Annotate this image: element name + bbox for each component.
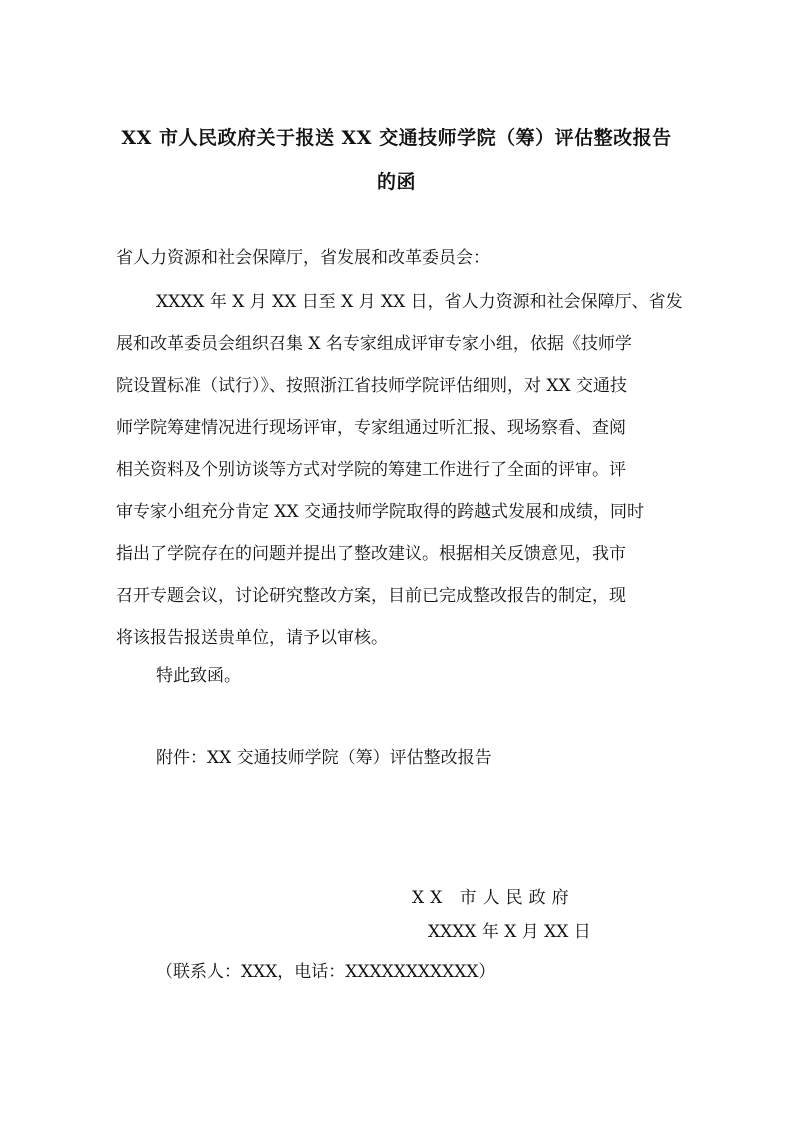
signer-name: XX 市人民政府 xyxy=(412,888,575,908)
recipient-line: 省人力资源和社会保障厅，省发展和改革委员会： xyxy=(116,248,490,268)
body-line-3: 院设置标准（试行）》、按照浙江省技师学院评估细则，对 XX 交通技 xyxy=(116,376,628,396)
document-title xyxy=(100,116,693,204)
document-date: XXXX 年 X 月 XX 日 xyxy=(428,922,591,942)
body-line-4: 师学院筹建情况进行现场评审，专家组通过听汇报、现场察看、查阅 xyxy=(116,418,626,438)
body-line-9: 将该报告报送贵单位，请予以审核。 xyxy=(116,628,388,648)
body-line-8: 召开专题会议，讨论研究整改方案，目前已完成整改报告的制定，现 xyxy=(116,586,626,606)
body-line-1: XXXX 年 X 月 XX 日至 X 月 XX 日，省人力资源和社会保障厅、省发 xyxy=(156,292,683,312)
title-line-1: XX 市人民政府关于报送 XX 交通技师学院（筹）评估整改报告 xyxy=(121,127,672,149)
contact-line: （联系人：XXX，电话：XXXXXXXXXXX） xyxy=(156,962,496,982)
body-line-2: 展和改革委员会组织召集 X 名专家组成评审专家小组，依据《技师学 xyxy=(116,334,632,354)
body-line-5: 相关资料及个别访谈等方式对学院的筹建工作进行了全面的评审。评 xyxy=(116,460,626,480)
body-line-6: 审专家小组充分肯定 XX 交通技师学院取得的跨越式发展和成绩，同时 xyxy=(116,502,645,522)
body-line-7: 指出了学院存在的问题并提出了整改建议。根据相关反馈意见，我市 xyxy=(116,544,626,564)
closing-line: 特此致函。 xyxy=(156,666,241,686)
title-line-2: 的函 xyxy=(376,171,416,193)
attachment-line: 附件：XX 交通技师学院（筹）评估整改报告 xyxy=(156,748,492,768)
